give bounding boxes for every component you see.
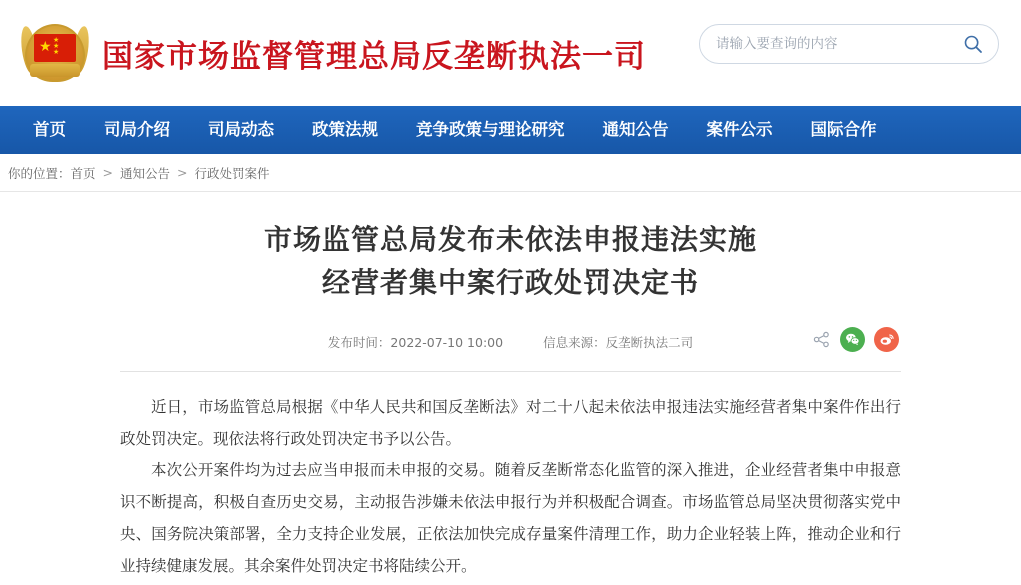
publish-info bbox=[328, 333, 693, 351]
breadcrumb bbox=[0, 154, 1021, 192]
share-group bbox=[812, 327, 899, 352]
site-header bbox=[0, 0, 1021, 106]
breadcrumb-label: 你的位置： bbox=[8, 165, 71, 181]
page-title-line-1: 市场监管总局发布未依法申报违法实施 bbox=[263, 223, 757, 256]
publish-time-label: 发布时间： bbox=[327, 334, 391, 350]
breadcrumb-item-announcements[interactable]: 通知公告 bbox=[120, 165, 171, 181]
article-body bbox=[120, 392, 901, 583]
publish-time-value: 2022-07-10 10:00 bbox=[390, 334, 504, 350]
article-meta bbox=[120, 327, 901, 357]
breadcrumb-separator: > bbox=[102, 165, 114, 180]
search-icon[interactable] bbox=[962, 33, 984, 55]
share-nodes-icon[interactable] bbox=[812, 330, 831, 349]
nav-item-international-cooperation[interactable]: 国际合作 bbox=[810, 120, 877, 139]
page-title bbox=[120, 218, 901, 305]
nav-item-home[interactable]: 首页 bbox=[33, 120, 66, 139]
article bbox=[0, 192, 1021, 582]
nav-item-department-intro[interactable]: 司局介绍 bbox=[104, 120, 170, 139]
page-title-line-2: 经营者集中案行政处罚决定书 bbox=[321, 266, 699, 300]
article-paragraph: 本次公开案件均为过去应当申报而未申报的交易。随着反垄断常态化监管的深入推进，企业经营者集中申报意识不断提高，积极自查历史交易，主动报告涉嫌未依法申报行为并积极配合调查。市场监管总局坚决贯彻落实党中央、国务院决策部署，全力支持企业发展，正依法加快完成存量案件清理工作，助力企业轻装上阵，推动企业和行业持续健康发展。其余案件处罚决定书将陆续公开。 bbox=[120, 461, 901, 575]
wechat-icon[interactable] bbox=[840, 327, 865, 352]
weibo-icon[interactable] bbox=[874, 327, 899, 352]
breadcrumb-item-current: 行政处罚案件 bbox=[194, 165, 270, 181]
nav-item-case-disclosure[interactable]: 案件公示 bbox=[706, 120, 773, 139]
nav-item-policies-regulations[interactable]: 政策法规 bbox=[312, 120, 378, 139]
main-nav bbox=[0, 106, 1021, 154]
source-label: 信息来源： bbox=[543, 334, 606, 350]
national-emblem-icon: ★ ★ ★ ★ bbox=[22, 20, 88, 86]
nav-item-announcements[interactable]: 通知公告 bbox=[602, 120, 669, 139]
search-input[interactable] bbox=[714, 35, 962, 53]
breadcrumb-separator: > bbox=[177, 165, 188, 180]
meta-divider bbox=[120, 371, 901, 372]
site-title: 国家市场监督管理总局反垄断执法一司 bbox=[102, 38, 646, 75]
breadcrumb-item-home[interactable]: 首页 bbox=[70, 165, 96, 181]
search-box[interactable] bbox=[699, 24, 999, 64]
source-value: 反垄断执法二司 bbox=[605, 334, 694, 350]
nav-item-department-news[interactable]: 司局动态 bbox=[208, 120, 274, 139]
nav-item-competition-policy-research[interactable]: 竞争政策与理论研究 bbox=[416, 120, 565, 139]
article-paragraph: 近日，市场监管总局根据《中华人民共和国反垄断法》对二十八起未依法申报违法实施经营者集中案件作出行政处罚决定。现依法将行政处罚决定书予以公告。 bbox=[120, 397, 901, 448]
